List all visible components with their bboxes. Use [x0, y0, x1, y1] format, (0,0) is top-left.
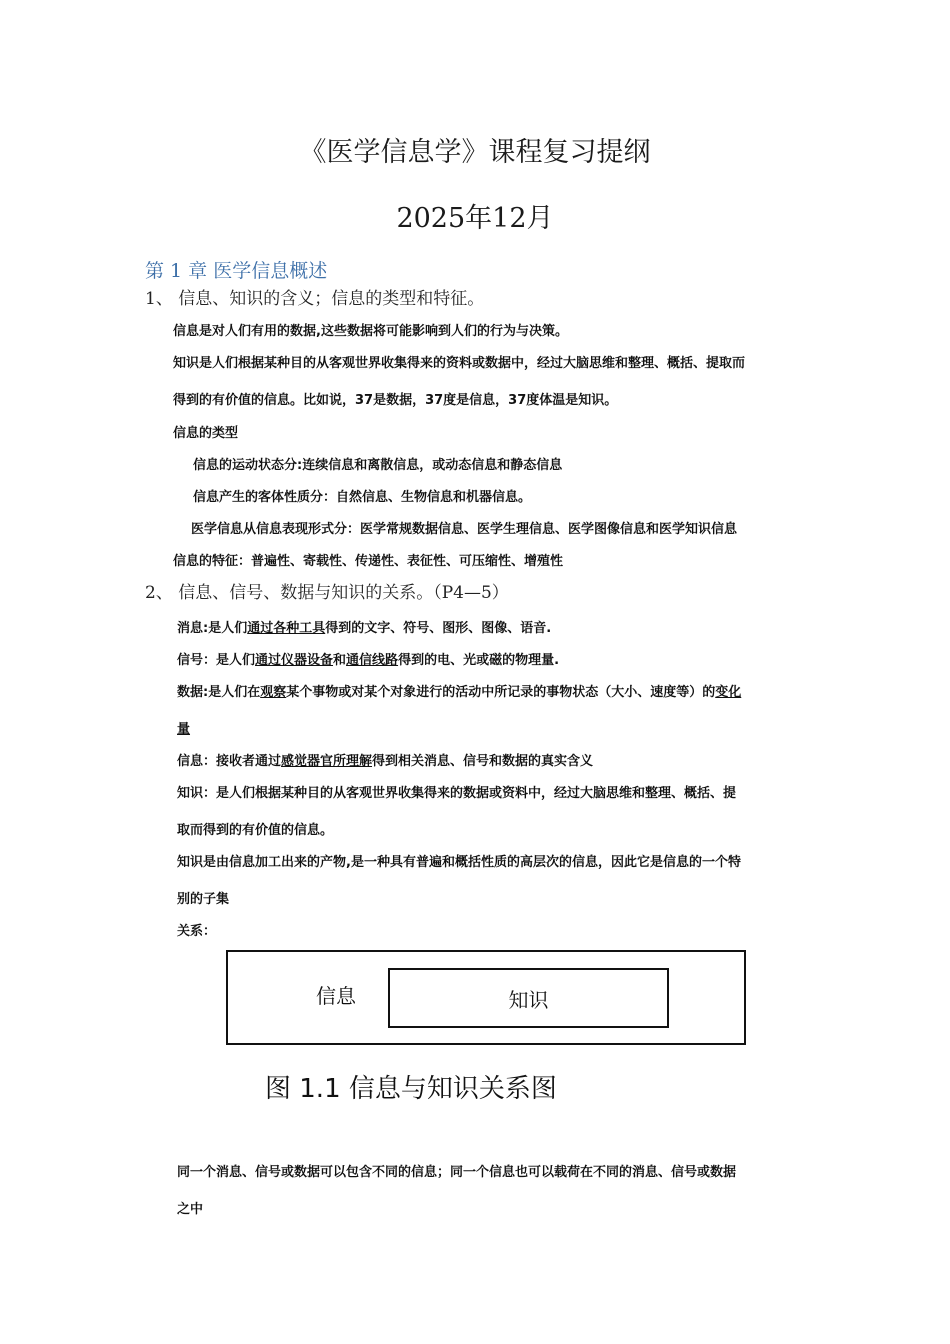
chapter-heading: 第 1 章 医学信息概述 [145, 260, 328, 282]
data-definition-line1 [177, 681, 741, 700]
info-type-medical: 医学信息从信息表现形式分：医学常规数据信息、医学生理信息、医学图像信息和医学知识信息 [191, 522, 738, 537]
signal-text-end: 得到的电、光或磁的物理量. [398, 653, 560, 668]
message-text-end: 得到的文字、符号、图形、图像、语音. [325, 621, 552, 636]
figure-knowledge-box [388, 968, 669, 1028]
info-definition: 信息是对人们有用的数据,这些数据将可能影响到人们的行为与决策。 [173, 324, 568, 339]
knowledge-product-line1: 知识是由信息加工出来的产物,是一种具有普遍和概括性质的高层次的信息，因此它是信息的一个特 [177, 855, 741, 870]
signal-underlined-2: 通信线路 [346, 653, 399, 668]
signal-underlined-1: 通过仪器设备 [255, 653, 334, 668]
signal-text: 信号：是人们 [177, 653, 256, 668]
information-text: 信息：接收者通过 [177, 754, 282, 769]
relation-label: 关系： [177, 924, 217, 939]
knowledge-def-line1: 知识：是人们根据某种目的从客观世界收集得来的数据或资料中，经过大脑思维和整理、概括、提 [177, 786, 737, 801]
figure-caption: 图 1.1 信息与知识关系图 [265, 1074, 557, 1104]
knowledge-definition-line2: 得到的有价值的信息。比如说，37是数据，37度是信息，37度体温是知识。 [173, 393, 618, 408]
knowledge-def-line2: 取而得到的有价值的信息。 [177, 823, 334, 838]
knowledge-product-line2: 别的子集 [177, 892, 230, 907]
data-text-mid: 某个事物或对某个对象进行的活动中所记录的事物状态（大小、速度等）的 [286, 685, 716, 700]
figure-info-label: 信息 [316, 984, 356, 1008]
section-2-heading: 2、 信息、信号、数据与知识的关系。（P4—5） [145, 583, 509, 603]
closing-line2: 之中 [177, 1202, 204, 1217]
data-text: 数据:是人们在 [177, 685, 261, 700]
info-types-label: 信息的类型 [173, 426, 239, 441]
data-definition-line2 [177, 718, 190, 737]
signal-definition [177, 649, 559, 668]
figure-knowledge-label: 知识 [508, 987, 549, 1012]
data-underlined-change: 变化 [715, 685, 742, 700]
data-underlined-observe: 观察 [260, 685, 287, 700]
document-date: 2025年12月 [396, 203, 554, 234]
message-text: 消息:是人们 [177, 621, 248, 636]
knowledge-definition-line1: 知识是人们根据某种目的从客观世界收集得来的资料或数据中，经过大脑思维和整理、概括、提取而 [173, 356, 746, 371]
section-1-heading: 1、 信息、知识的含义；信息的类型和特征。 [145, 289, 485, 309]
info-knowledge-figure [226, 950, 746, 1045]
information-definition [177, 750, 593, 769]
info-features: 信息的特征：普遍性、寄载性、传递性、表征性、可压缩性、增殖性 [173, 554, 564, 569]
information-underlined: 感觉器官所理解 [281, 754, 373, 769]
data-underlined-quantity: 量 [177, 722, 191, 737]
document-title: 《医学信息学》课程复习提纲 [299, 137, 651, 168]
info-type-motion: 信息的运动状态分:连续信息和离散信息，或动态信息和静态信息 [193, 458, 563, 473]
information-text-end: 得到相关消息、信号和数据的真实含义 [372, 754, 594, 769]
signal-and: 和 [333, 653, 347, 668]
closing-line1: 同一个消息、信号或数据可以包含不同的信息；同一个信息也可以载荷在不同的消息、信号或数据 [177, 1165, 737, 1180]
message-definition [177, 617, 551, 636]
info-type-object: 信息产生的客体性质分：自然信息、生物信息和机器信息。 [193, 490, 532, 505]
message-underlined: 通过各种工具 [247, 621, 326, 636]
